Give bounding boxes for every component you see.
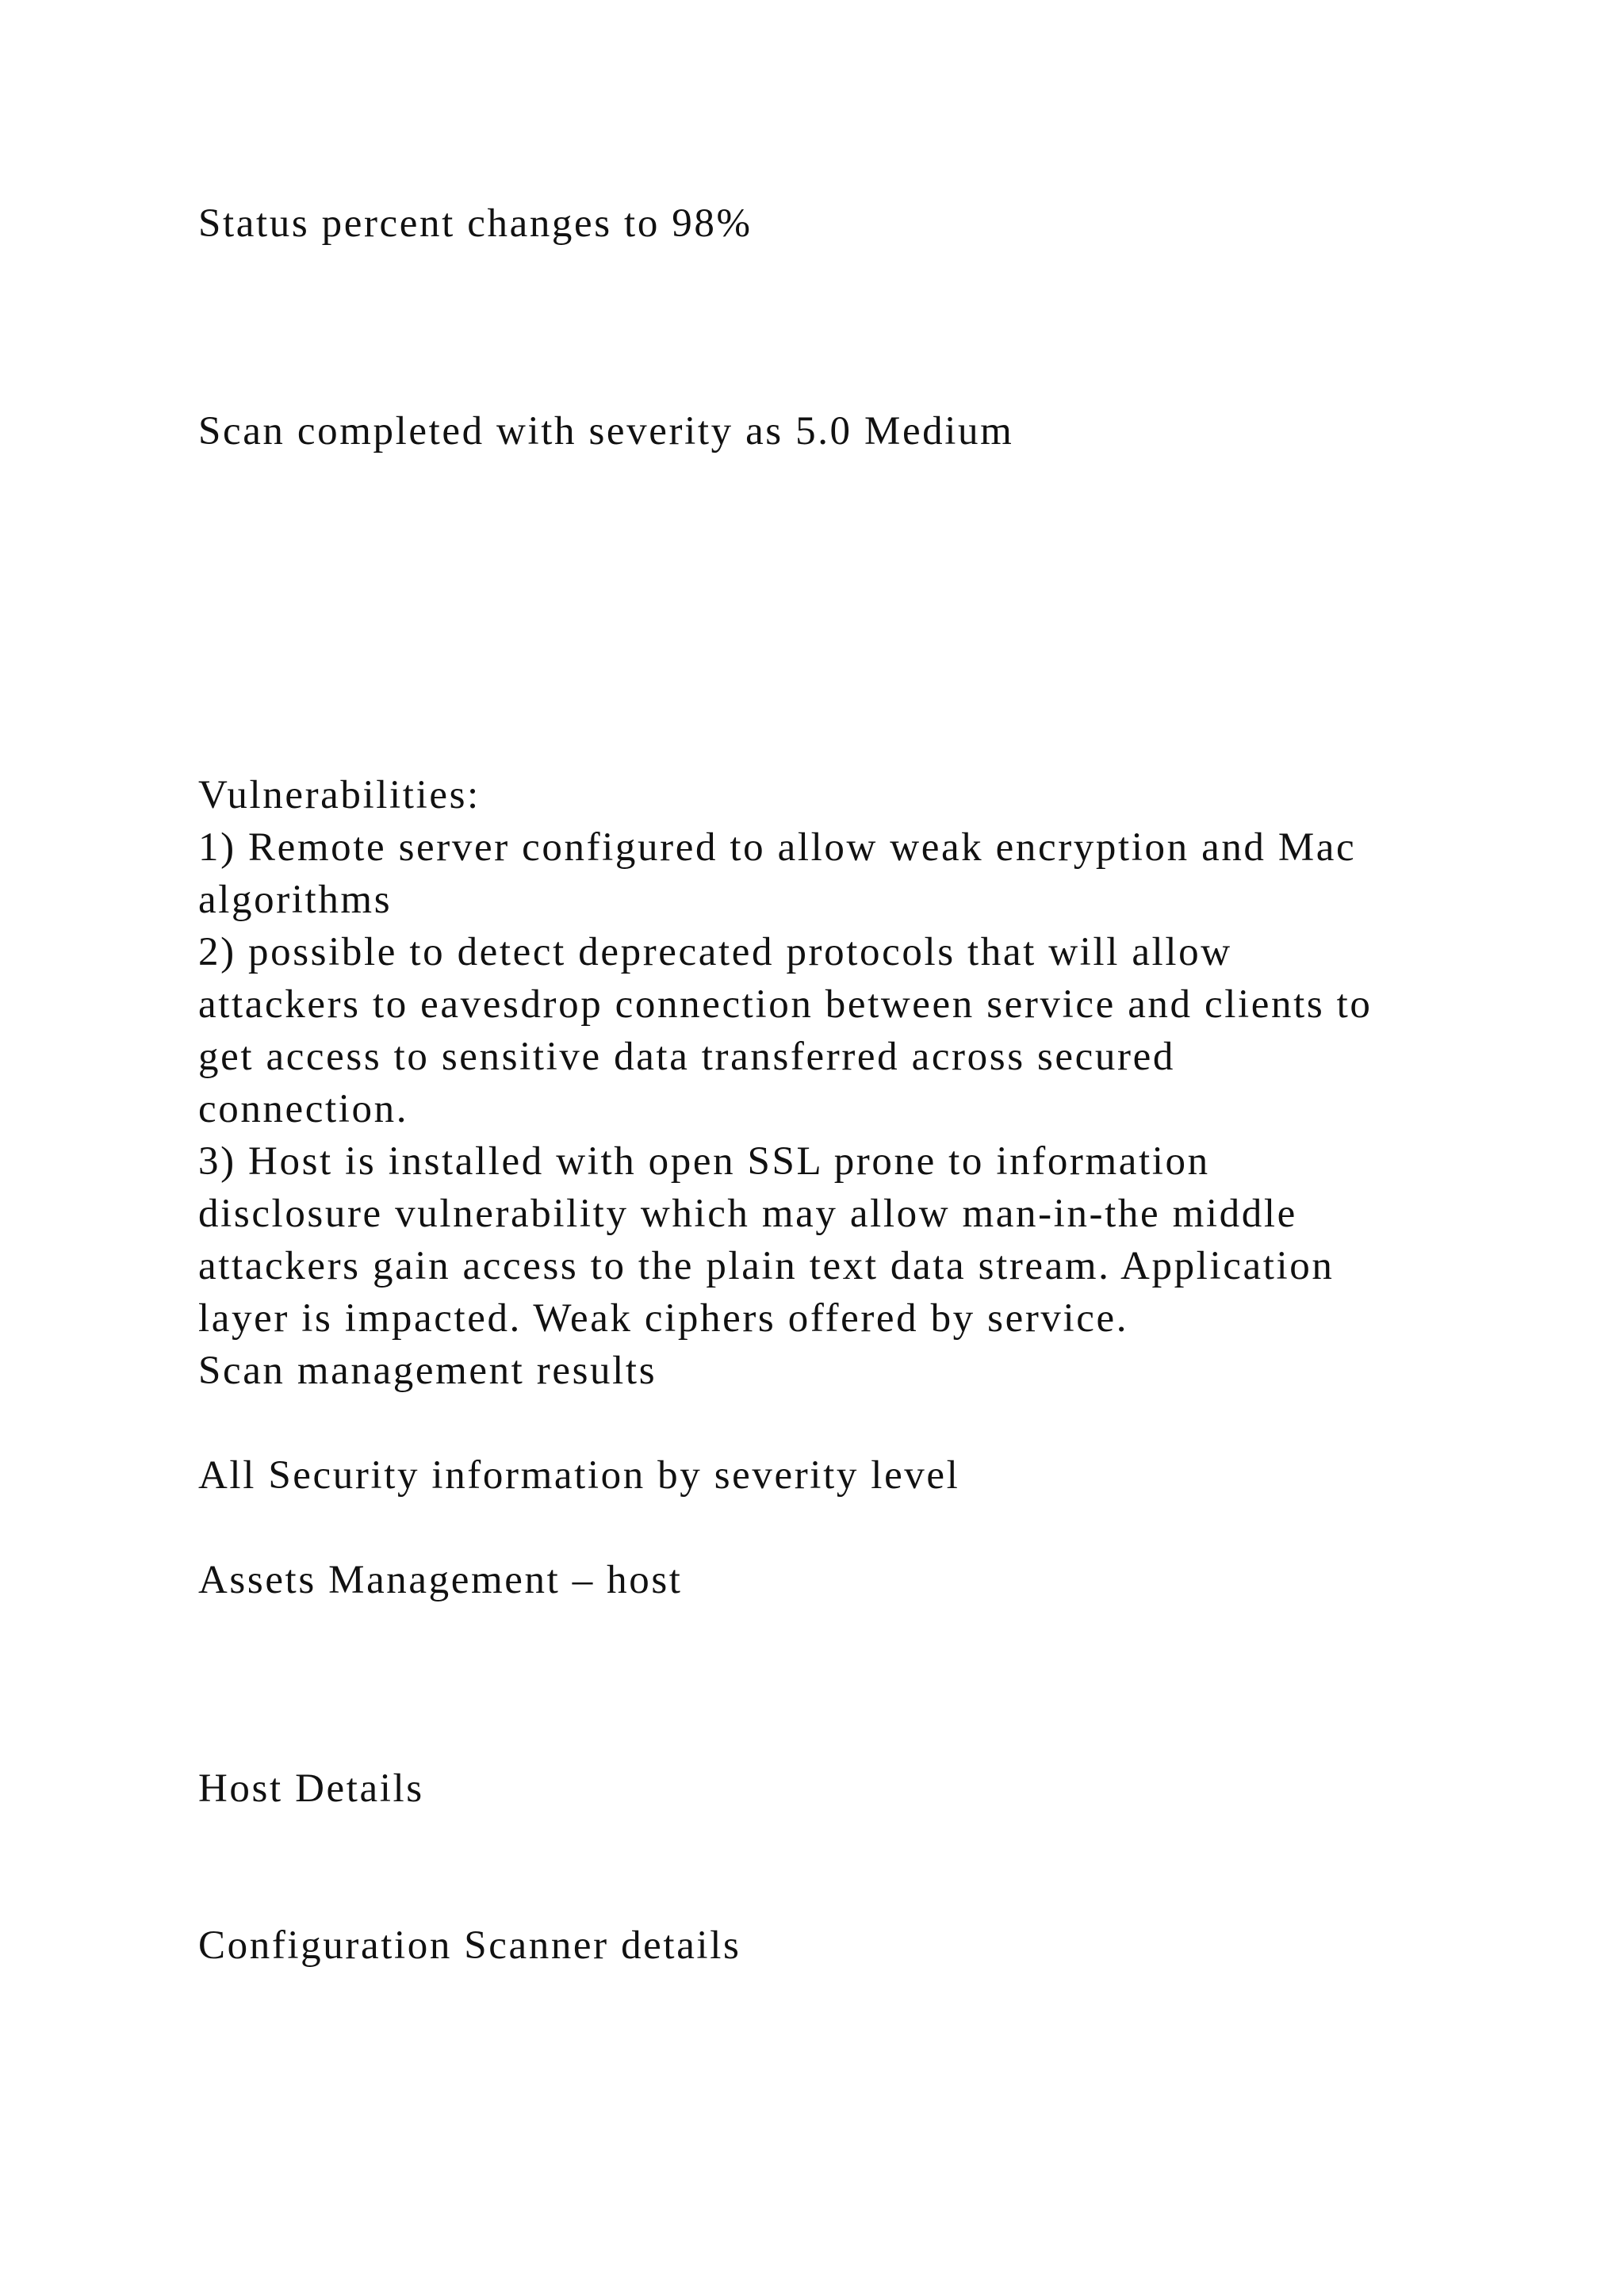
vulnerability-line: 2) possible to detect deprecated protocols that will allow xyxy=(198,930,1232,974)
vulnerability-line: layer is impacted. Weak ciphers offered by service. xyxy=(198,1296,1129,1341)
status-percent-text: Status percent changes to 98% xyxy=(198,201,753,246)
security-info-heading: All Security information by severity level xyxy=(198,1453,960,1498)
host-details-heading: Host Details xyxy=(198,1766,424,1811)
scan-completed-text: Scan completed with severity as 5.0 Medium xyxy=(198,409,1014,453)
vulnerability-line: algorithms xyxy=(198,878,393,922)
vulnerability-line: disclosure vulnerability which may allow man-in-the middle xyxy=(198,1192,1297,1236)
vulnerability-line: 3) Host is installed with open SSL prone to information xyxy=(198,1139,1210,1184)
scan-management-heading: Scan management results xyxy=(198,1349,657,1393)
vulnerability-line: 1) Remote server configured to allow weak encryption and Mac xyxy=(198,825,1357,870)
vulnerabilities-heading: Vulnerabilities: xyxy=(198,773,481,817)
vulnerability-line: attackers to eavesdrop connection between service and clients to xyxy=(198,982,1373,1027)
vulnerability-line: attackers gain access to the plain text data stream. Application xyxy=(198,1244,1335,1288)
vulnerability-line: get access to sensitive data transferred across secured xyxy=(198,1035,1175,1079)
configuration-scanner-heading: Configuration Scanner details xyxy=(198,1923,741,1968)
assets-management-heading: Assets Management – host xyxy=(198,1558,683,1602)
vulnerability-line: connection. xyxy=(198,1087,409,1131)
